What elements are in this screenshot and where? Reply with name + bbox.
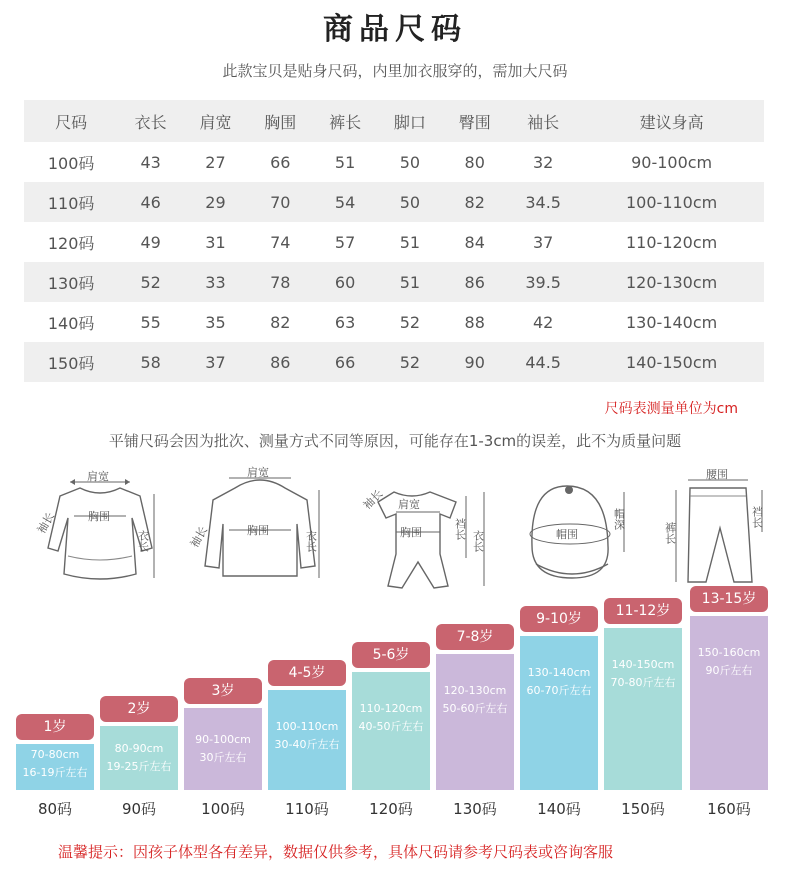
table-row xyxy=(24,342,764,382)
page-subtitle: 此款宝贝是贴身尺码，内里加衣服穿的，需加大尺码 xyxy=(222,62,568,80)
table-cell: 57 xyxy=(334,232,356,252)
table-cell: 66 xyxy=(334,352,356,372)
table-cell: 55 xyxy=(140,312,161,332)
table-cell: 78 xyxy=(270,272,291,292)
size-label: 150码 xyxy=(621,800,665,818)
dress-chest-label: 胸围 xyxy=(88,510,110,523)
table-cell: 100码 xyxy=(47,153,95,173)
height-range: 70-80cm xyxy=(30,748,80,761)
romper-crotch-label: 裆长 xyxy=(453,518,467,540)
error-note: 平铺尺码会因为批次、测量方式不同等原因，可能存在1-3cm的误差，此不为质量问题 xyxy=(108,432,682,450)
height-range: 130-140cm xyxy=(527,666,591,679)
table-cell: 88 xyxy=(464,312,485,332)
hoodie-sleeve-label: 袖长 xyxy=(187,524,211,550)
table-cell: 54 xyxy=(334,192,356,212)
pants-diagram xyxy=(650,466,780,596)
pants-length-label: 裤长 xyxy=(663,522,677,544)
size-bar xyxy=(268,690,346,790)
weight-range: 70-80斤左右 xyxy=(610,676,676,689)
table-cell: 29 xyxy=(205,192,226,212)
table-cell: 35 xyxy=(205,312,226,332)
table-cell: 51 xyxy=(334,152,356,172)
table-cell: 80 xyxy=(464,152,485,172)
size-table xyxy=(24,100,764,382)
dress-length-label: 衣长 xyxy=(136,530,150,552)
table-cell: 33 xyxy=(205,272,226,292)
column-header: 衣长 xyxy=(134,112,167,132)
table-cell: 50 xyxy=(399,152,421,172)
table-cell: 32 xyxy=(532,152,554,172)
table-cell: 110码 xyxy=(47,193,95,213)
hoodie-diagram xyxy=(185,466,335,596)
table-cell: 60 xyxy=(334,272,356,292)
table-cell: 120-130cm xyxy=(626,272,718,292)
size-bar xyxy=(520,636,598,790)
weight-range: 40-50斤左右 xyxy=(358,720,424,733)
unit-note: 尺码表测量单位为cm xyxy=(604,401,738,417)
warm-tip: 温馨提示：因孩子体型各有差异，数据仅供参考，具体尺码请参考尺码表或咨询客服 xyxy=(58,843,614,861)
size-label: 80码 xyxy=(37,800,73,818)
table-cell: 82 xyxy=(464,192,485,212)
age-badge: 7-8岁 xyxy=(436,624,514,650)
pants-waist-label: 腰围 xyxy=(706,468,728,481)
table-header-row xyxy=(24,100,764,142)
table-cell: 31 xyxy=(205,232,226,252)
table-row xyxy=(24,182,764,222)
pants-crotch-label: 裆长 xyxy=(750,506,764,528)
romper-chest-label: 胸围 xyxy=(400,526,422,539)
table-cell: 120码 xyxy=(47,233,95,253)
size-bar xyxy=(352,672,430,790)
size-label: 100码 xyxy=(201,800,245,818)
column-header: 胸围 xyxy=(264,112,297,132)
weight-range: 60-70斤左右 xyxy=(526,684,592,697)
table-cell: 34.5 xyxy=(525,192,561,212)
column-header: 袖长 xyxy=(527,112,560,132)
table-cell: 86 xyxy=(464,272,485,292)
table-cell: 82 xyxy=(270,312,291,332)
size-bar xyxy=(16,744,94,790)
dress-sleeve-label: 袖长 xyxy=(34,510,58,536)
age-badge: 2岁 xyxy=(100,696,178,722)
table-cell: 43 xyxy=(140,152,161,172)
table-cell: 37 xyxy=(532,232,554,252)
romper-diagram xyxy=(352,466,502,596)
dress-diagram xyxy=(30,466,170,596)
table-cell: 52 xyxy=(399,352,421,372)
table-cell: 51 xyxy=(399,272,421,292)
weight-range: 30斤左右 xyxy=(199,751,247,764)
table-cell: 130码 xyxy=(47,273,95,293)
size-bar xyxy=(690,616,768,790)
age-badge: 3岁 xyxy=(184,678,262,704)
table-cell: 42 xyxy=(532,312,554,332)
weight-range: 19-25斤左右 xyxy=(106,760,172,773)
table-cell: 51 xyxy=(399,232,421,252)
column-header: 肩宽 xyxy=(199,112,232,132)
table-cell: 39.5 xyxy=(525,272,561,292)
table-cell: 90-100cm xyxy=(631,152,713,172)
table-cell: 37 xyxy=(205,352,226,372)
table-cell: 50 xyxy=(399,192,421,212)
size-label: 140码 xyxy=(537,800,581,818)
hoodie-chest-label: 胸围 xyxy=(247,524,269,537)
hat-diagram xyxy=(512,466,642,596)
table-cell: 58 xyxy=(140,352,161,372)
table-cell: 86 xyxy=(270,352,291,372)
column-header: 脚口 xyxy=(393,112,426,132)
table-cell: 70 xyxy=(270,192,291,212)
weight-range: 30-40斤左右 xyxy=(274,738,340,751)
size-bar xyxy=(100,726,178,790)
table-row xyxy=(24,142,764,182)
column-header: 臀围 xyxy=(458,112,491,132)
hat-depth-label: 帽深 xyxy=(612,508,626,530)
size-label: 110码 xyxy=(285,800,329,818)
column-header: 尺码 xyxy=(55,112,88,132)
table-cell: 84 xyxy=(464,232,485,252)
height-range: 100-110cm xyxy=(275,720,339,733)
size-bar xyxy=(184,708,262,790)
height-range: 120-130cm xyxy=(443,684,507,697)
table-cell: 110-120cm xyxy=(626,232,718,252)
table-cell: 49 xyxy=(140,232,161,252)
height-range: 150-160cm xyxy=(697,646,761,659)
table-cell: 74 xyxy=(270,232,291,252)
table-cell: 52 xyxy=(140,272,161,292)
table-cell: 52 xyxy=(399,312,421,332)
table-cell: 130-140cm xyxy=(626,312,718,332)
size-label: 90码 xyxy=(121,800,157,818)
romper-shoulder-label: 肩宽 xyxy=(398,498,420,511)
age-badge: 1岁 xyxy=(16,714,94,740)
column-header: 裤长 xyxy=(329,112,362,132)
weight-range: 50-60斤左右 xyxy=(442,702,508,715)
hat-circumference-label: 帽围 xyxy=(556,528,578,541)
romper-sleeve-label: 袖长 xyxy=(360,487,386,513)
table-cell: 90 xyxy=(464,352,485,372)
hoodie-shoulder-label: 肩宽 xyxy=(247,466,269,479)
dress-shoulder-label: 肩宽 xyxy=(87,470,109,483)
size-label: 160码 xyxy=(707,800,751,818)
age-badge: 13-15岁 xyxy=(690,586,768,612)
table-cell: 63 xyxy=(334,312,356,332)
age-badge: 4-5岁 xyxy=(268,660,346,686)
table-cell: 27 xyxy=(205,152,226,172)
age-badge: 11-12岁 xyxy=(604,598,682,624)
table-cell: 100-110cm xyxy=(626,192,718,212)
table-cell: 44.5 xyxy=(525,352,561,372)
table-cell: 46 xyxy=(140,192,161,212)
hoodie-length-label: 衣长 xyxy=(304,530,318,552)
age-badge: 5-6岁 xyxy=(352,642,430,668)
weight-range: 90斤左右 xyxy=(705,664,753,677)
size-label: 120码 xyxy=(369,800,413,818)
height-range: 80-90cm xyxy=(114,742,164,755)
size-bar xyxy=(436,654,514,790)
height-range: 110-120cm xyxy=(359,702,423,715)
weight-range: 16-19斤左右 xyxy=(22,766,88,779)
table-row xyxy=(24,222,764,262)
height-range: 140-150cm xyxy=(611,658,675,671)
size-label: 130码 xyxy=(453,800,497,818)
table-cell: 66 xyxy=(270,152,291,172)
table-cell: 140码 xyxy=(47,313,95,333)
romper-length-label: 衣长 xyxy=(471,530,485,552)
table-row xyxy=(24,262,764,302)
age-badge: 9-10岁 xyxy=(520,606,598,632)
table-cell: 150码 xyxy=(47,353,95,373)
size-bar xyxy=(604,628,682,790)
table-cell: 140-150cm xyxy=(626,352,718,372)
page-title: 商品尺码 xyxy=(323,12,467,47)
column-header: 建议身高 xyxy=(639,112,704,132)
height-range: 90-100cm xyxy=(195,733,251,746)
table-row xyxy=(24,302,764,342)
